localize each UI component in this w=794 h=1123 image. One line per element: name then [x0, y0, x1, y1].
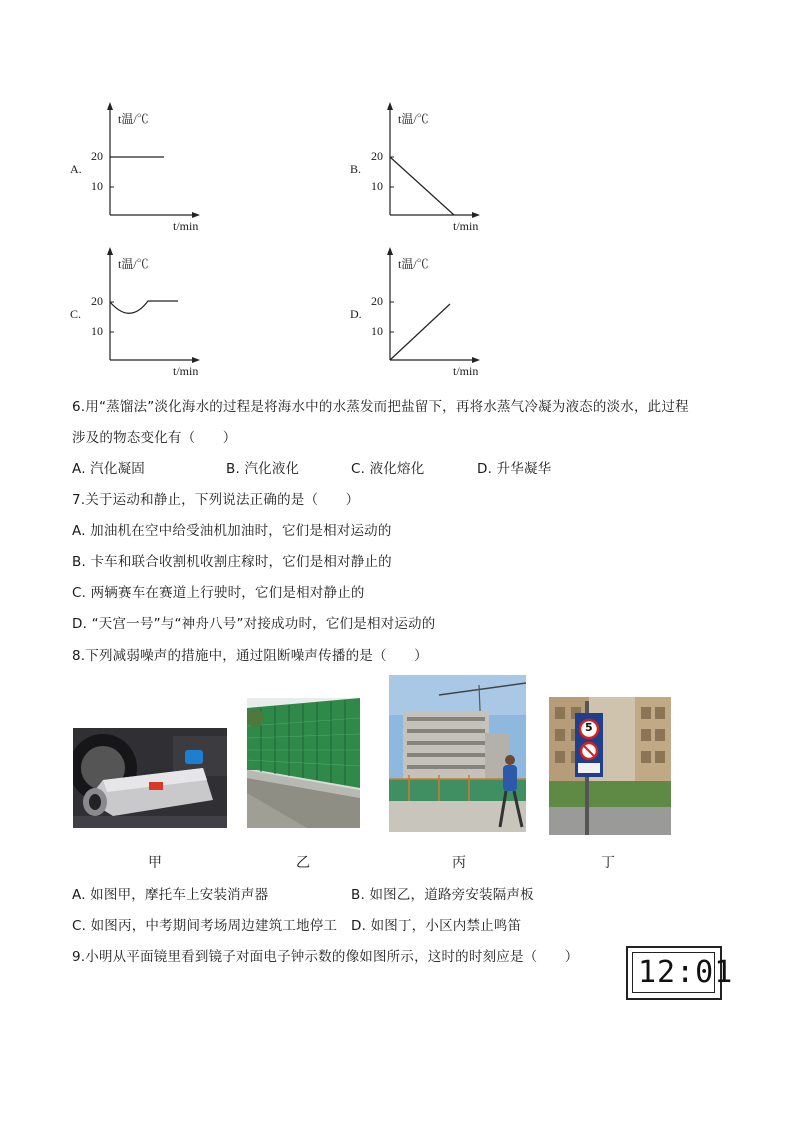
y-axis-label: t温/℃	[398, 112, 429, 126]
caption-bing: 丙	[452, 855, 466, 871]
q7-option-d[interactable]: D. “天宫一号”与“神舟八号”对接成功时，它们是相对运动的	[72, 616, 436, 632]
photo-no-honking-sign	[549, 697, 671, 835]
q8-option-c[interactable]: C. 如图丙，中考期间考场周边建筑工地停工	[72, 918, 338, 934]
clock-digits: 12:01	[638, 955, 734, 990]
y-axis-label: t温/℃	[398, 257, 429, 271]
q6-option-a[interactable]: A. 汽化凝固	[72, 461, 145, 477]
photo-sound-barrier	[247, 698, 360, 828]
tick-10: 10	[91, 179, 103, 193]
y-axis-label: t温/℃	[118, 257, 149, 271]
x-axis-label: t/min	[453, 219, 479, 233]
tick-20: 20	[371, 294, 383, 308]
x-axis-label: t/min	[173, 219, 199, 233]
q8-option-a[interactable]: A. 如图甲，摩托车上安装消声器	[72, 887, 269, 903]
q6-stem-line2: 涉及的物态变化有（ ）	[72, 430, 237, 446]
graph-option-d	[350, 245, 500, 378]
q7-option-a[interactable]: A. 加油机在空中给受油机加油时，它们是相对运动的	[72, 523, 392, 539]
digital-clock-mirror-image	[626, 946, 734, 1000]
q7-option-c[interactable]: C. 两辆赛车在赛道上行驶时，它们是相对静止的	[72, 585, 365, 601]
caption-yi: 乙	[296, 855, 310, 871]
x-axis-label: t/min	[173, 364, 199, 378]
q7-stem: 7.关于运动和静止，下列说法正确的是（ ）	[72, 492, 360, 508]
q6-option-c[interactable]: C. 液化熔化	[351, 461, 425, 477]
tick-20: 20	[371, 149, 383, 163]
tick-10: 10	[371, 324, 383, 338]
q8-option-b[interactable]: B. 如图乙，道路旁安装隔声板	[351, 887, 534, 903]
graph-option-b	[350, 100, 500, 233]
caption-jia: 甲	[148, 855, 162, 871]
temperature-line	[390, 304, 450, 360]
q8-stem: 8.下列减弱噪声的措施中，通过阻断噪声传播的是（ ）	[72, 648, 428, 664]
tick-20: 20	[91, 149, 103, 163]
y-axis-label: t温/℃	[118, 112, 149, 126]
graph-option-c	[70, 245, 220, 378]
temperature-line	[110, 301, 178, 313]
tick-10: 10	[91, 324, 103, 338]
speed-limit-number: 5	[585, 721, 593, 734]
option-letter: B.	[350, 162, 362, 176]
q8-option-d[interactable]: D. 如图丁，小区内禁止鸣笛	[351, 918, 522, 934]
graph-option-a	[70, 100, 220, 233]
x-axis-label: t/min	[453, 364, 479, 378]
tick-20: 20	[91, 294, 103, 308]
caption-ding: 丁	[601, 855, 615, 871]
photo-motorcycle-muffler	[73, 728, 227, 828]
q6-option-b[interactable]: B. 汽化液化	[226, 461, 300, 477]
option-letter: C.	[70, 307, 82, 321]
photo-construction-site	[389, 675, 526, 832]
q7-option-b[interactable]: B. 卡车和联合收割机收割庄稼时，它们是相对静止的	[72, 554, 392, 570]
q9-stem: 9.小明从平面镜里看到镜子对面电子钟示数的像如图所示，这时的时刻应是（ ）	[72, 949, 579, 965]
option-letter: A.	[70, 162, 82, 176]
q6-stem-line1: 6.用“蒸馏法”淡化海水的过程是将海水中的水蒸发而把盐留下，再将水蒸气冷凝为液态的淡水，此过程	[72, 399, 689, 415]
q6-option-d[interactable]: D. 升华凝华	[477, 461, 552, 477]
option-letter: D.	[350, 307, 362, 321]
tick-10: 10	[371, 179, 383, 193]
temperature-line	[390, 157, 454, 215]
